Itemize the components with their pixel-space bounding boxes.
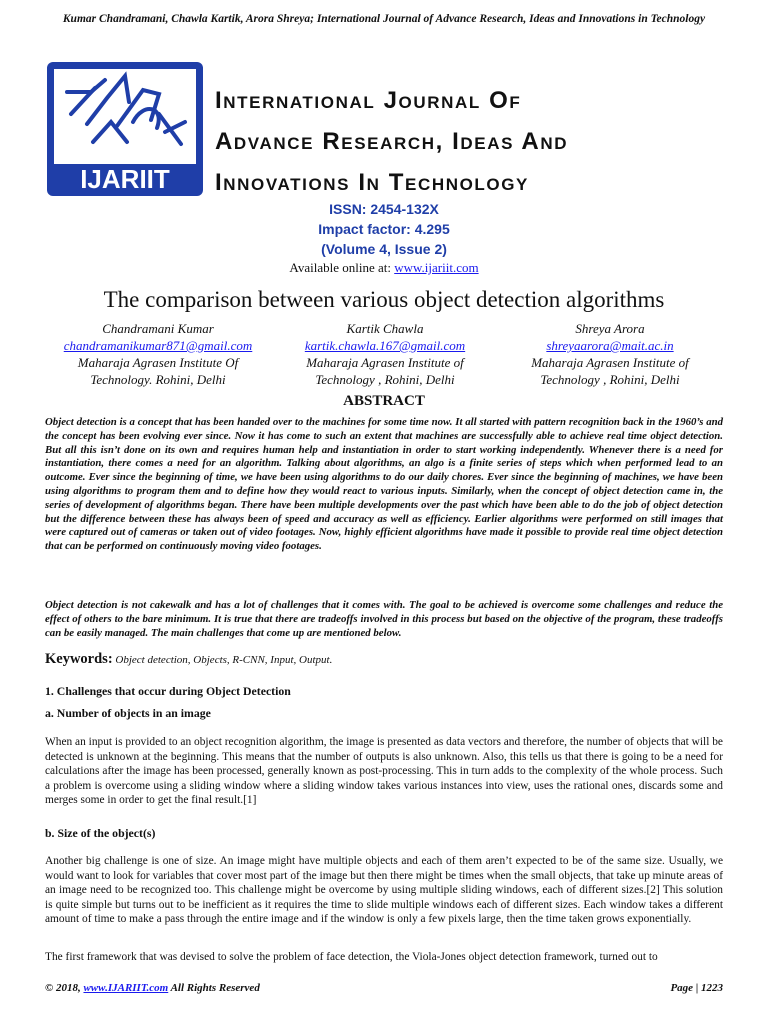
available-label: Available online at: <box>289 260 395 275</box>
author-affiliation: Maharaja Agrasen Institute Of <box>77 355 239 370</box>
running-head: Kumar Chandramani, Chawla Kartik, Arora Shreya; International Journal of Advance Research, Ideas and Innovations in Technology <box>62 13 706 25</box>
page-number-value: 1223 <box>701 982 723 994</box>
author-affiliation: Technology. Rohini, Delhi <box>90 372 226 387</box>
journal-title-line: Innovations In Technology <box>215 169 529 196</box>
page-number <box>670 981 723 995</box>
author-email-link[interactable]: shreyaarora@mait.ac.in <box>546 338 674 353</box>
keywords-text: Object detection, Objects, R-CNN, Input, Output. <box>115 654 333 666</box>
volume-issue: (Volume 4, Issue 2) <box>321 241 447 257</box>
abstract-paragraph: Object detection is a concept that has been handed over to the machines for some time now. It all started with pattern recognition back in the 1960’s and the concept has been evolving ever since. Now it has come to such an extent that machines are successfully able to achieve real time object detection. But all this isn’t done on its own and requires human help and instantiation in order to start working independently. Whenever there is a need for instantiation, there comes a need for an algorithm. Talking about algorithms, an algo is a finite series of steps which when performed lead to an outcome. Ever since the beginning of time, we have been using algorithms to do our daily chores. Ever since the beginning of machines, we have been using algorithms to program them and to define how they would react to various inputs. Similarly, when the concept of object detection came in, the series of development of algorithms began. There have been multiple developments over the past which have been able to do the job of object detection but the difference between these has always been of speed and accuracy as well as efficiency. Earlier algorithms were performed on still images that were captured out of cameras or taken out of video footages. Now, highly efficient algorithms have made it possible to provide real time object detection that can be performed on continuously moving video footages. <box>45 416 723 553</box>
journal-title-line: Advance Research, Ideas And <box>215 128 569 155</box>
journal-title <box>215 80 735 203</box>
page-label: Page <box>670 982 694 994</box>
author-name: Shreya Arora <box>575 321 645 336</box>
abstract-heading: ABSTRACT <box>343 393 425 409</box>
author-block <box>43 320 273 388</box>
body-paragraph: Another big challenge is one of size. An image might have multiple objects and each of them aren’t expected to be of the same size. Usually, we would want to look for variables that cover most part of the image but then there might be times when the small objects, that take up minute areas of an image need to be recognized too. This challenge might be overcome by using multiple sliding windows, each of different sizes.[2] This solution is quite simple but turns out to be inefficient as it requires the time to slide multiple windows each of different sizes. Each window takes a different amount of time to make a pass through the entire image and if the window is only a few pixels large, then the time taken grows exponentially. <box>45 855 723 926</box>
copyright-text: © 2018, <box>45 982 84 994</box>
author-name: Kartik Chawla <box>346 321 424 336</box>
author-affiliation: Maharaja Agrasen Institute of <box>531 355 689 370</box>
body-paragraph: The first framework that was devised to solve the problem of face detection, the Viola-Jones object detection framework, turned out to <box>45 951 658 963</box>
subsection-heading: a. Number of objects in an image <box>45 706 211 720</box>
abstract-paragraph: Object detection is not cakewalk and has a lot of challenges that it comes with. The goal to be achieved is overcome some challenges and reduce the effect of others to the bare minimum. It is true that there are tradeoffs involved in this process but based on the objective of the program, these tradeoffs can be easily managed. The main challenges that come up are mentioned below. <box>45 599 723 639</box>
page-separator: | <box>693 982 701 994</box>
author-block <box>270 320 500 388</box>
keywords <box>45 651 723 668</box>
logo-text: IJARIIT <box>80 164 170 194</box>
author-affiliation: Technology , Rohini, Delhi <box>315 372 455 387</box>
rights-text: All Rights Reserved <box>168 982 260 994</box>
available-online <box>0 260 768 276</box>
author-affiliation: Technology , Rohini, Delhi <box>540 372 680 387</box>
page-footer <box>45 981 723 995</box>
journal-website-link[interactable]: www.ijariit.com <box>394 260 479 275</box>
journal-title-line: International Journal Of <box>215 87 522 114</box>
subsection-heading: b. Size of the object(s) <box>45 826 156 840</box>
footer-website-link[interactable]: www.IJARIIT.com <box>83 982 169 994</box>
author-name: Chandramani Kumar <box>102 321 214 336</box>
author-affiliation: Maharaja Agrasen Institute of <box>306 355 464 370</box>
author-email-link[interactable]: chandramanikumar871@gmail.com <box>63 338 253 353</box>
author-email-link[interactable]: kartik.chawla.167@gmail.com <box>304 338 466 353</box>
ijariit-logo <box>47 62 203 196</box>
body-paragraph: When an input is provided to an object recognition algorithm, the image is presented as data vectors and therefore, the number of objects that will be detected is unknown at the beginning. This means that the number of outputs is also unknown. Also, this tells us that there is going to be a need for calculations after the image has been processed, generally known as post-processing. This in turn adds to the complexity of the whole process. Such a problem is overcome using a sliding window where a sliding window takes various instances into view, uses the rational ones, discards some and merges some in order to get the final result.[1] <box>45 736 723 807</box>
impact-factor: Impact factor: 4.295 <box>318 221 450 237</box>
author-block <box>495 320 725 388</box>
section-heading: 1. Challenges that occur during Object Detection <box>45 684 291 698</box>
keywords-label: Keywords: <box>45 651 113 667</box>
issn: ISSN: 2454-132X <box>329 201 439 217</box>
paper-title: The comparison between various object detection algorithms <box>103 287 665 312</box>
